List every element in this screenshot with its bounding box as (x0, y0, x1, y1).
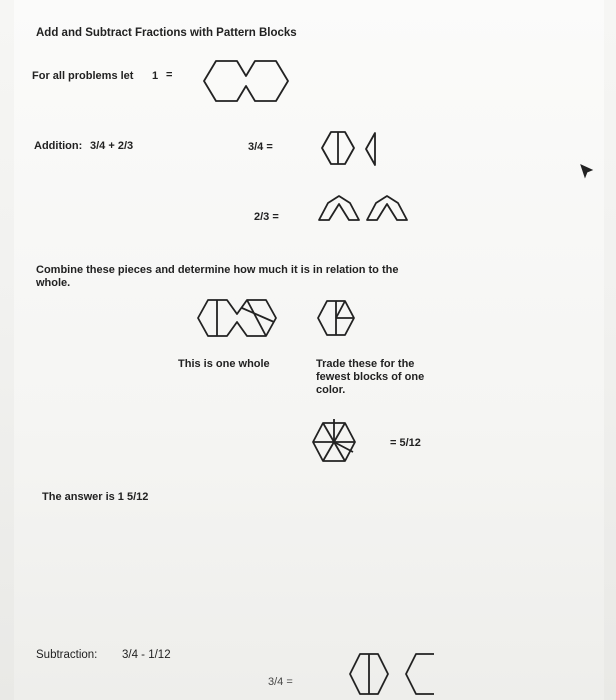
let-line-value: 1 (152, 70, 159, 82)
subtraction-hexagon-split-shape (346, 648, 392, 700)
let-line-prefix: For all problems let (32, 70, 134, 82)
double-rhombus-shape-2 (364, 194, 410, 230)
subtraction-trapezoid-shape (402, 650, 438, 700)
trapezoid-shape (360, 130, 382, 172)
caption-trade-line2: fewest blocks of one (316, 371, 425, 383)
caption-one-whole: This is one whole (178, 358, 270, 370)
worksheet-title: Add and Subtract Fractions with Pattern Blocks (36, 27, 297, 39)
mouse-cursor-icon (580, 164, 594, 180)
combine-instruction-line1: Combine these pieces and determine how much it is in relation to the (36, 264, 399, 276)
addition-expression: 3/4 + 2/3 (90, 140, 134, 152)
caption-trade-line3: color. (316, 384, 346, 396)
subtraction-expression: 3/4 - 1/12 (122, 649, 171, 661)
worksheet-page (14, 0, 604, 700)
trade-pieces-shape (314, 296, 358, 344)
combine-instruction-line2: whole. (36, 277, 71, 289)
double-rhombus-shape-1 (316, 194, 362, 230)
hexagon-with-trapezoid-split-shape (318, 128, 358, 172)
double-hexagon-shape (200, 58, 292, 106)
five-twelfths-hexagon-shape (308, 416, 360, 468)
addition-part1-label: 3/4 = (248, 141, 273, 153)
addition-label: Addition: (34, 140, 83, 152)
caption-trade-line1: Trade these for the (316, 358, 415, 370)
remainder-label: = 5/12 (390, 437, 421, 449)
whole-double-hexagon-pieces-shape (194, 296, 286, 344)
subtraction-part1-label: 3/4 = (268, 676, 293, 688)
addition-part2-label: 2/3 = (254, 211, 279, 223)
answer-text: The answer is 1 5/12 (42, 491, 149, 503)
let-line-equals: = (166, 69, 173, 81)
subtraction-label: Subtraction: (36, 649, 98, 661)
